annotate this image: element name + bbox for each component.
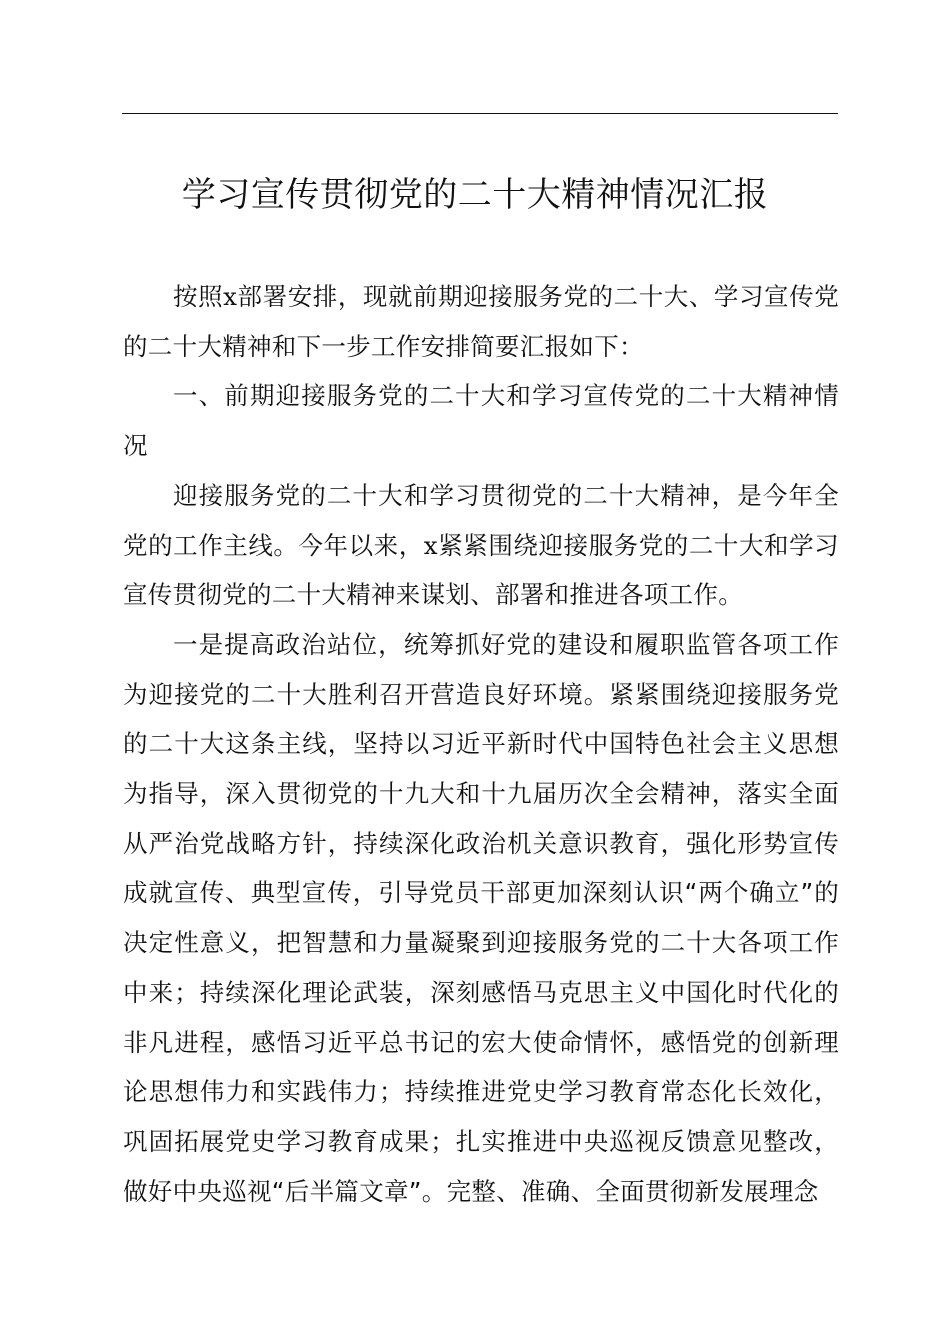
placeholder-x: x xyxy=(423,530,438,560)
section-heading-1: 一、前期迎接服务党的二十大和学习宣传党的二十大精神情况 xyxy=(123,381,839,461)
paragraph-point-1: 一是提高政治站位，统筹抓好党的建设和履职监管各项工作为迎接党的二十大胜利召开营造良好环境。紧紧围绕迎接服务党的二十大这条主线，坚持以习近平新时代中国特色社会主义思想为指导，深入贯彻党的十九大和十九届历次全会精神，落实全面从严治党战略方针，持续深化政治机关意识教育，强化形势宣传成就宣传、典型宣传，引导党员干部更加深刻认识“两个确立”的决定性意义，把智慧和力量凝聚到迎接服务党的二十大各项工作中来；持续深化理论武装，深刻感悟马克思主义中国化时代化的非凡进程，感悟习近平总书记的宏大使命情怀，感悟党的创新理论思想伟力和实践伟力；持续推进党史学习教育常态化长效化，巩固拓展党史学习教育成果；扎实推进中央巡视反馈意见整改，做好中央巡视“后半篇文章”。完整、准确、全面贯彻新发展理念 xyxy=(123,629,839,1206)
document-body xyxy=(123,272,839,1216)
placeholder-x: x xyxy=(223,282,238,311)
paragraph-intro: 按照x部署安排，现就前期迎接服务党的二十大、学习宣传党的二十大精神和下一步工作安排简要汇报如下： xyxy=(123,282,839,361)
document-title: 学习宣传贯彻党的二十大精神情况汇报 xyxy=(181,175,769,215)
paragraph-main-line: 迎接服务党的二十大和学习贯彻党的二十大精神，是今年全党的工作主线。今年以来，x紧紧围绕迎接服务党的二十大和学习宣传贯彻党的二十大精神来谋划、部署和推进各项工作。 xyxy=(123,480,839,610)
header-rule xyxy=(122,113,838,114)
